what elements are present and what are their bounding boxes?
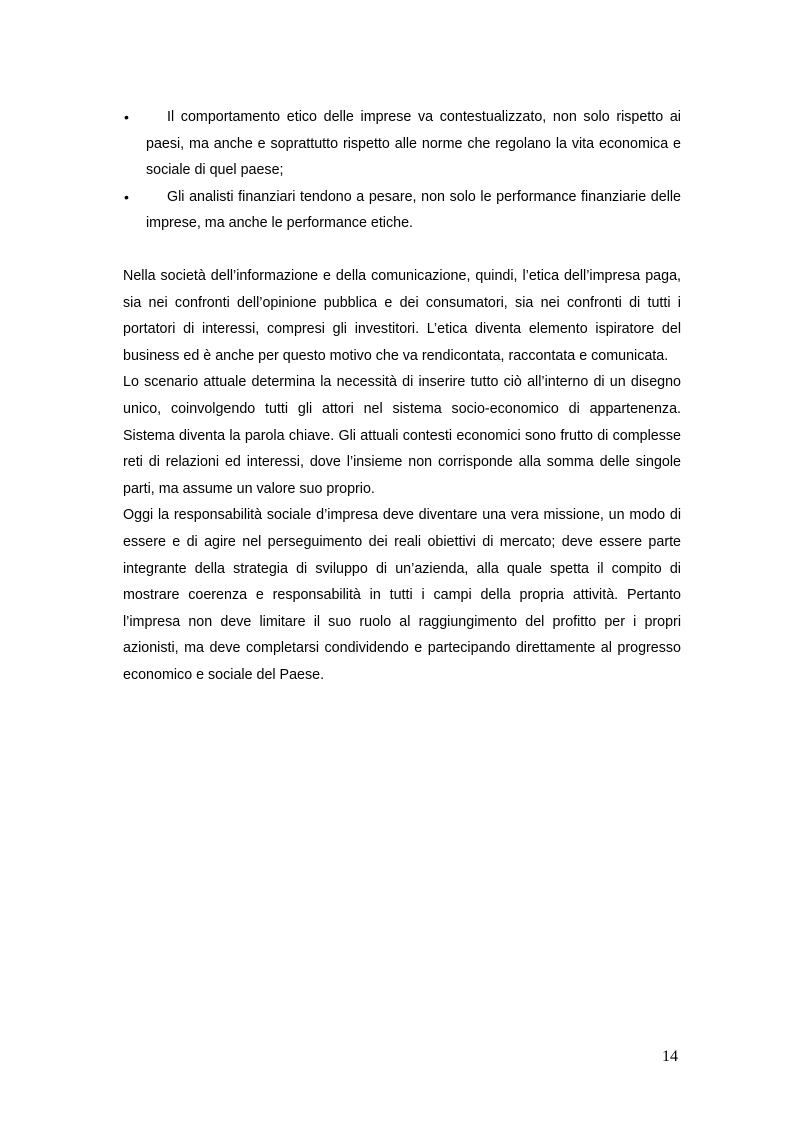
page-number: 14 [662,1048,678,1065]
paragraph-current-scenario: Lo scenario attuale determina la necessità di inserire tutto ciò all’interno di un disegno unico, coinvolgendo tutti gli attori nel sistema socio-economico di appartenenza. Sistema diventa la parola chiave. Gli attuali contesti economici sono frutto di complesse reti di relazioni ed interessi, dove l’insieme non corrisponde alla somma delle singole parti, ma assume un valore suo proprio. [123,374,681,497]
bullet-icon: • [124,188,129,205]
bullet-item-ethics-context [123,104,681,184]
page-content [123,104,681,688]
bullet-item-financial-analysts [123,184,681,237]
bullet-text: Il comportamento etico delle imprese va contestualizzato, non solo rispetto ai paesi, ma anche e soprattutto rispetto alle norme che regolano la vita economica e sociale di quel paese; [146,109,681,179]
bullet-list [123,104,681,237]
bullet-text: Gli analisti finanziari tendono a pesare, non solo le performance finanziarie delle imprese, ma anche le performance etiche. [146,188,681,232]
bullet-icon: • [124,109,129,125]
paragraph-social-responsibility: Oggi la responsabilità sociale d’impresa deve diventare una vera missione, un modo di essere e di agire nel perseguimento dei reali obiettivi di mercato; deve essere parte integrante della strategia di sviluppo di un’azienda, alla quale spetta il compito di mostrare coerenza e responsabilità in tutti i campi della propria attività. Pertanto l’impresa non deve limitare il suo ruolo al raggiungimento del profitto per i propri azionisti, ma deve completarsi condividendo e partecipando direttamente al progresso economico e sociale del Paese. [123,507,681,683]
paragraph-information-society: Nella società dell’informazione e della comunicazione, quindi, l’etica dell’impresa paga, sia nei confronti dell’opinione pubblica e dei consumatori, sia nei confronti di tutti i portatori di interessi, compresi gli investitori. L’etica diventa elemento ispiratore del business ed è anche per questo motivo che va rendicontata, raccontata e comunicata. [123,267,681,364]
body-text [123,263,681,689]
